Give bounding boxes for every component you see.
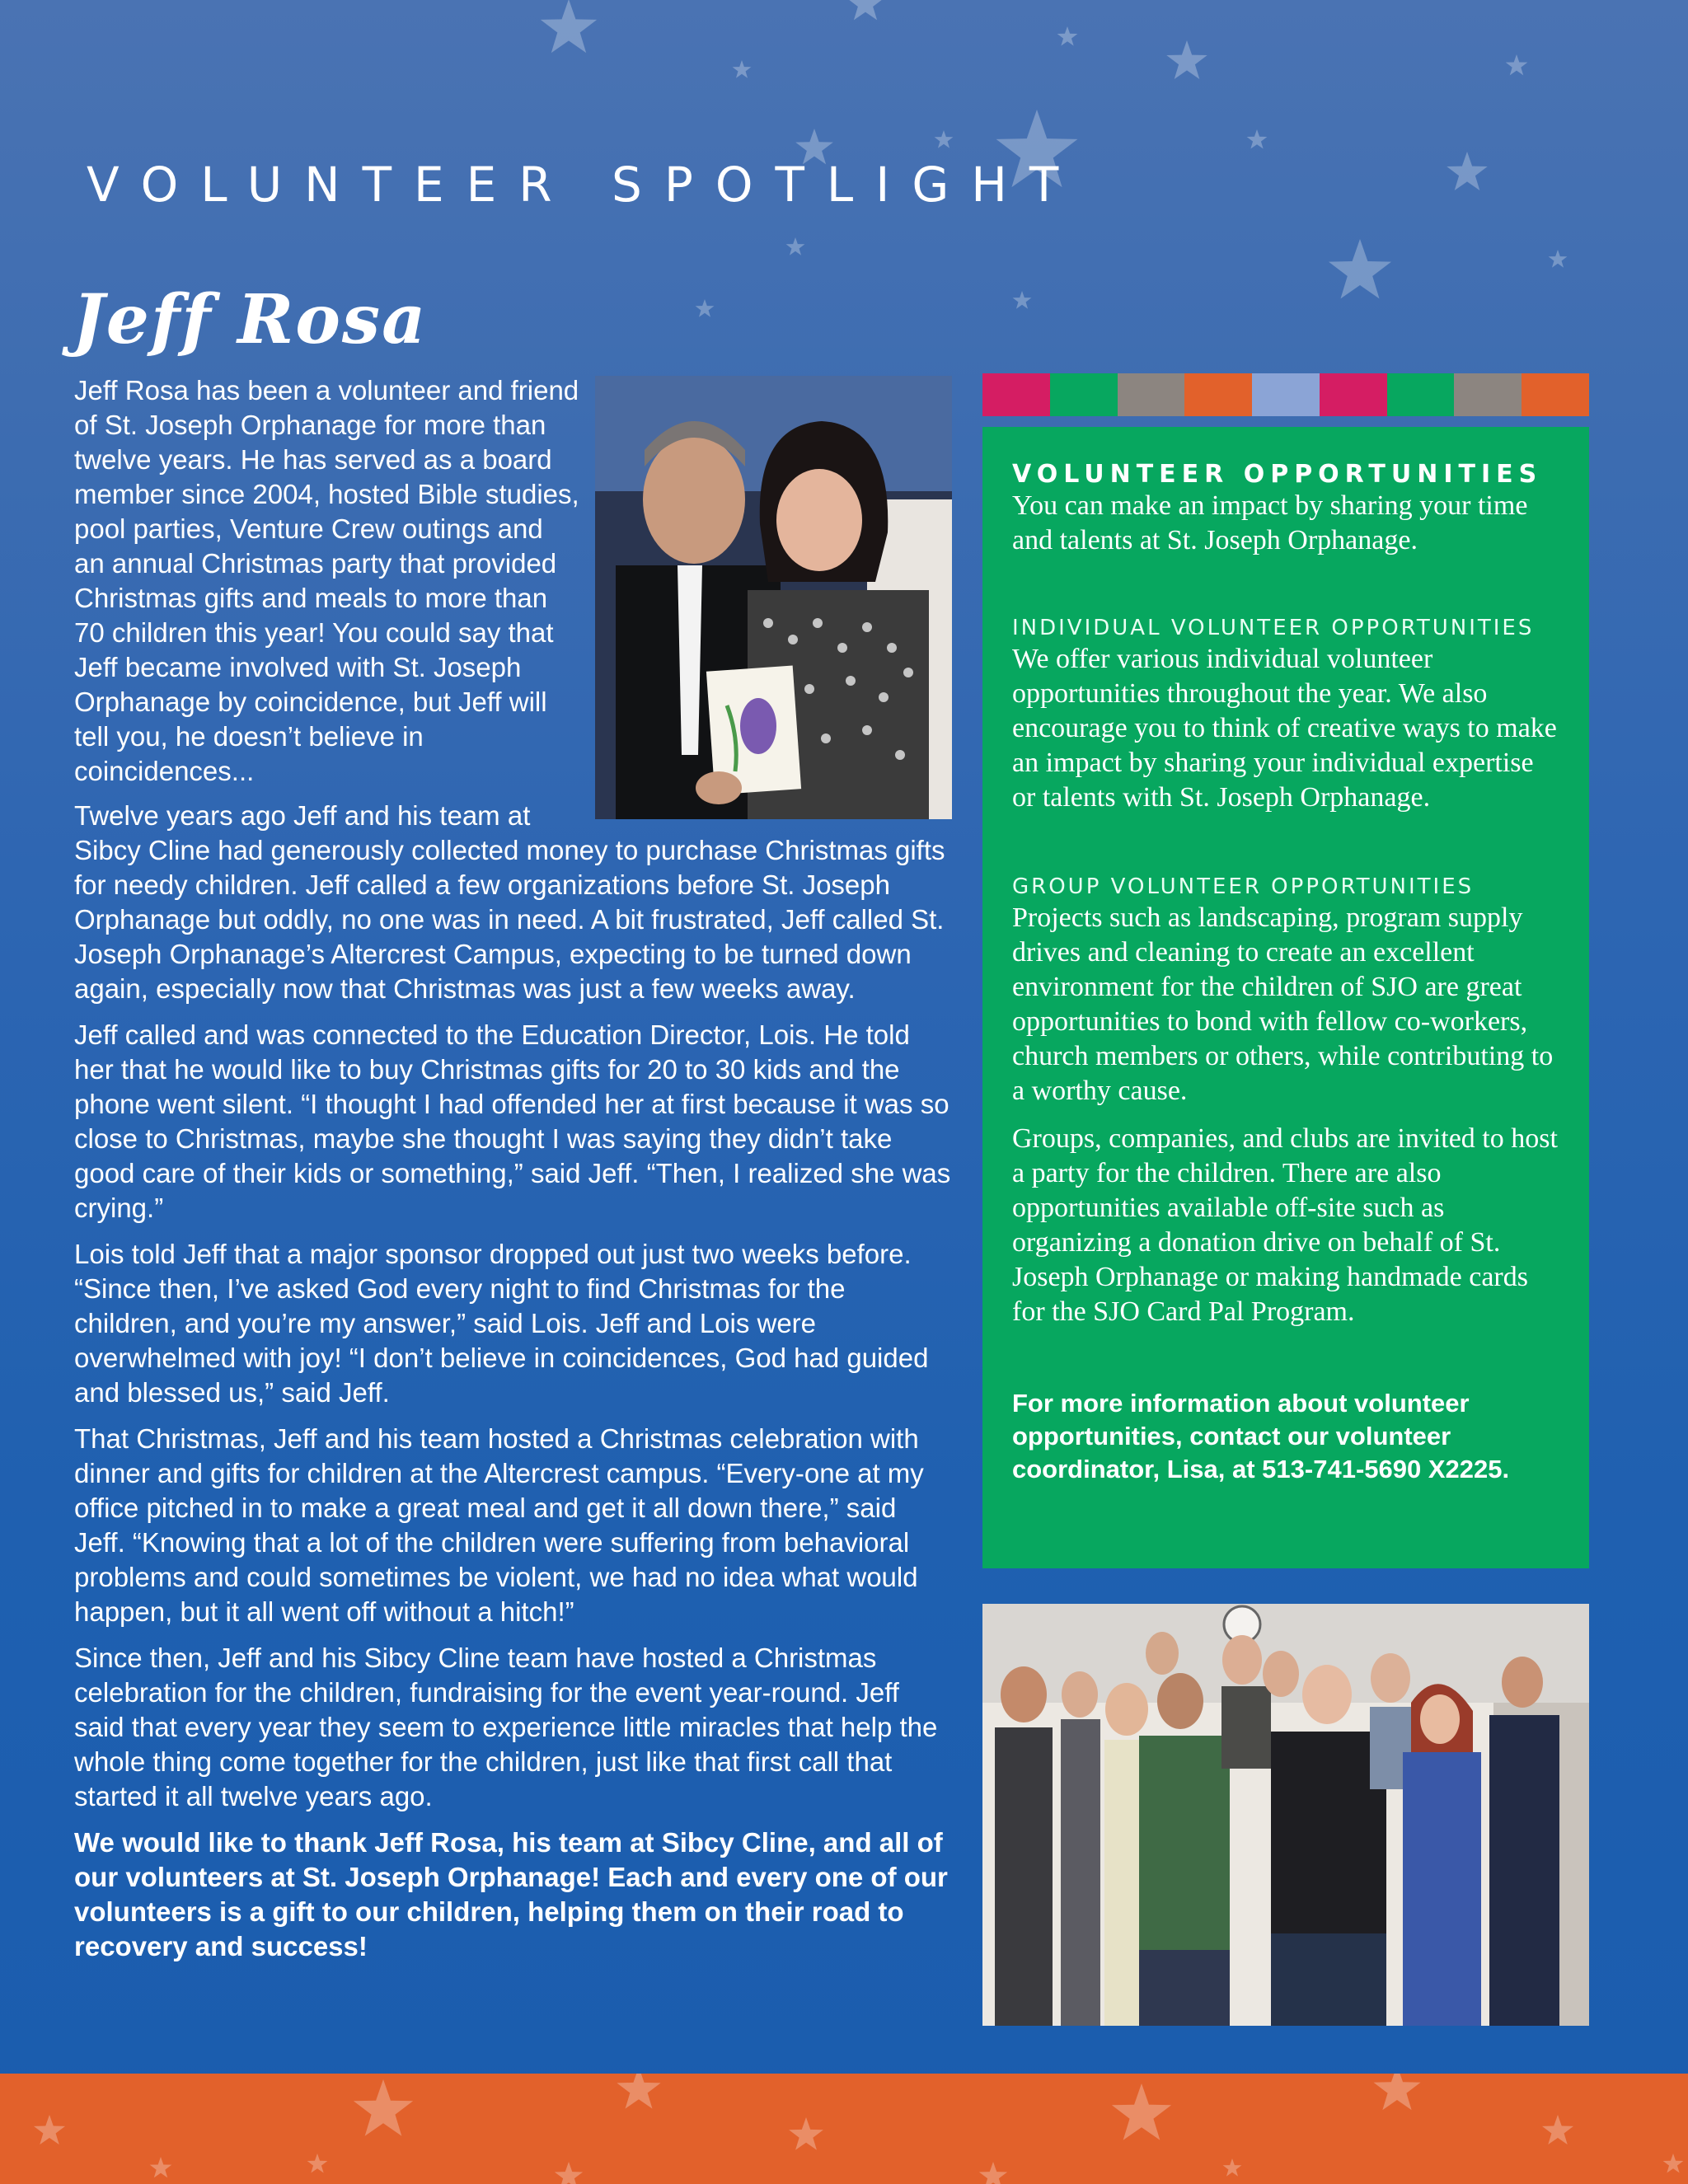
color-swatch [1050, 373, 1118, 416]
color-swatch [1118, 373, 1185, 416]
article-paragraph: Since then, Jeff and his Sibcy Cline team have hosted a Christmas celebration for the children, fundraising for the event year-round. Jeff said that every year they seem to experience little miracles that help the whole thing come together for the children, just like that first call that started it all twelve years ago. [74, 1643, 938, 1811]
volunteer-intro: You can make an impact by sharing your time and talents at St. Joseph Orphanage. [1012, 490, 1528, 555]
article-body [74, 373, 952, 1975]
volunteer-name-heading: Jeff Rosa [73, 280, 428, 359]
section-title: VOLUNTEER SPOTLIGHT [87, 157, 1081, 213]
color-swatch [1184, 373, 1252, 416]
volunteer-opportunities-box [982, 427, 1589, 1568]
volunteer-opportunities-title: VOLUNTEER OPPORTUNITIES [1012, 460, 1543, 489]
jeff-and-lois-photo [595, 376, 952, 819]
color-swatch [1252, 373, 1320, 416]
color-swatch [1522, 373, 1589, 416]
article-paragraph: Jeff Rosa has been a volunteer and friend of St. Joseph Orphanage for more than twelve years. He has served as a board member since 2004, hosted Bible studies, pool parties, Venture Crew outings and an annual Christmas party that provided Christmas gifts and meals to more than 70 children this year! You could say that Jeff became involved with St. Joseph Orphanage by coincidence, but Jeff will tell you, he doesn’t believe in coincidences... [74, 375, 579, 786]
article-paragraph: Twelve years ago Jeff and his team at Sibcy Cline had generously collected money to purchase Christmas gifts for needy children. Jeff called a few organizations before St. Joseph Orphanage but oddly, no one was in need. A bit frustrated, Jeff called St. Joseph Orphanage’s Altercrest Campus, expecting to be turned down again, especially now that Christmas was just a few weeks away. [74, 800, 945, 1004]
sibcy-cline-team-photo [982, 1604, 1589, 2026]
footer-band [0, 2074, 1688, 2184]
individual-body: We offer various individual volunteer opportunities throughout the year. We also encourage you to think of creative ways to make an impact by sharing your individual expertise or talents with St. Joseph Orphanage. [1012, 644, 1557, 813]
thank-you-paragraph: We would like to thank Jeff Rosa, his team at Sibcy Cline, and all of our volunteers at St. Joseph Orphanage! Each and every one of our volunteers is a gift to our children, helping them on their road to recovery and success! [74, 1827, 948, 1961]
article-paragraph: Jeff called and was connected to the Education Director, Lois. He told her that he would like to buy Christmas gifts for 20 to 30 kids and the phone went silent. “I thought I had offended her at first because it was so close to Christmas, maybe she thought I was saying they didn’t take good care of their kids or something,” said Jeff. “Then, I realized she was crying.” [74, 1019, 951, 1223]
group-heading: GROUP VOLUNTEER OPPORTUNITIES [1012, 874, 1475, 899]
article-paragraph: That Christmas, Jeff and his team hosted a Christmas celebration with dinner and gifts for children at the Altercrest campus. “Every-one at my office pitched in to make a great meal and get it all down there,” said Jeff. “Knowing that a lot of the children were suffering from behavioral problems and could sometimes be violent, we had no idea what would happen, but it all went off without a hitch!” [74, 1423, 924, 1627]
color-swatch [1387, 373, 1455, 416]
article-paragraph: Lois told Jeff that a major sponsor dropped out just two weeks before. “Since then, I’ve asked God every night to find Christmas for the children, and you’re my answer,” said Lois. Jeff and Lois were overwhelmed with joy! “I don’t believe in coincidences, God had guided and blessed us,” said Jeff. [74, 1239, 929, 1408]
color-swatch [1454, 373, 1522, 416]
color-strip [982, 373, 1589, 416]
volunteer-contact-info: For more information about volunteer opportunities, contact our volunteer coordinator, Lisa, at 513-741-5690 X2225. [1012, 1389, 1510, 1483]
group-body-projects: Projects such as landscaping, program supply drives and cleaning to create an excellent environment for the children of SJO are great opportunities to bond with fellow co-workers, church members or others, while contributing to a worthy cause. [1012, 902, 1554, 1106]
color-swatch [982, 373, 1050, 416]
footer-star-decoration [0, 2074, 1688, 2184]
group-body-parties: Groups, companies, and clubs are invited to host a party for the children. There are also opportunities available off-site such as organizing a donation drive on behalf of St. Joseph Orphanage or making handmade cards for the SJO Card Pal Program. [1012, 1123, 1558, 1327]
individual-heading: INDIVIDUAL VOLUNTEER OPPORTUNITIES [1012, 616, 1535, 640]
color-swatch [1320, 373, 1387, 416]
